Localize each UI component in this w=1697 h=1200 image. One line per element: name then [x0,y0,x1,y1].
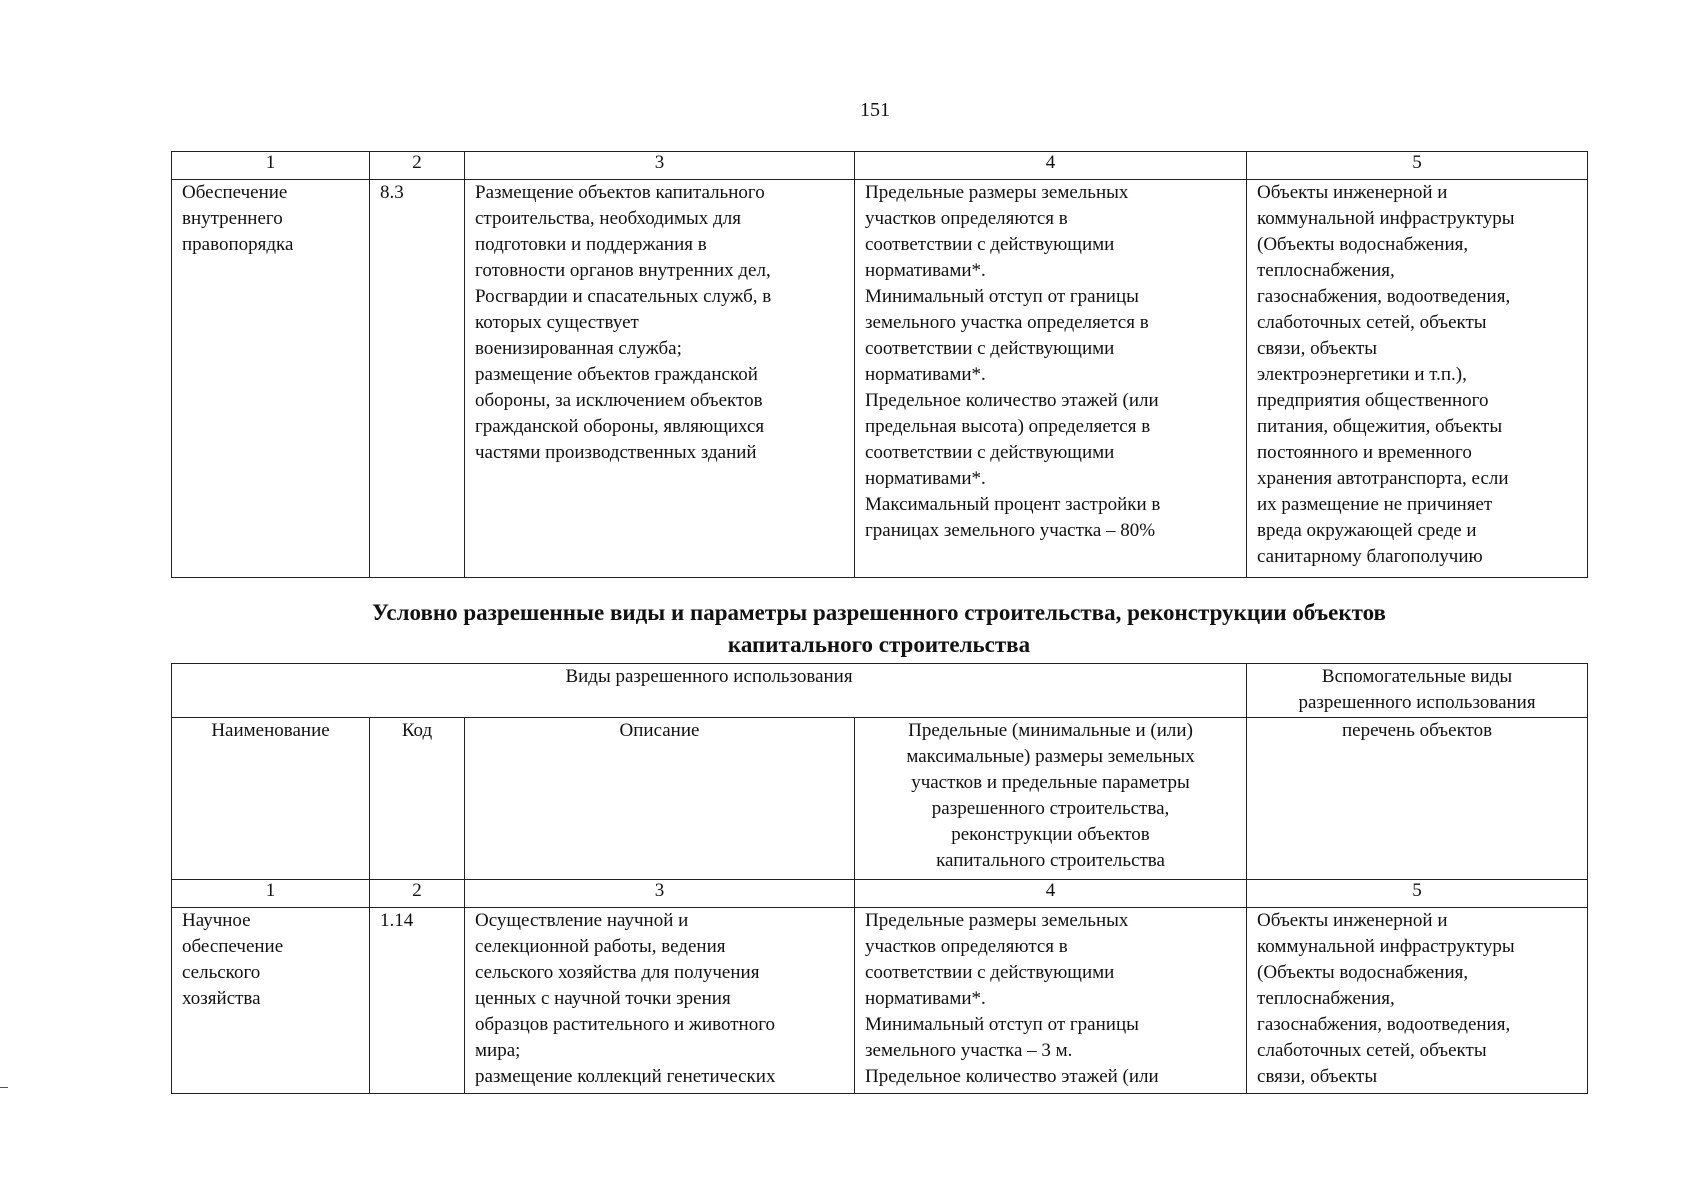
text-line: правопорядка [182,234,294,255]
column-number-row [172,880,1588,908]
use-description-cell [465,908,855,1094]
column-number: 3 [465,152,855,180]
text-line: нормативами*. [865,988,986,1009]
text-line: Предельные размеры земельных [865,182,1129,203]
text-line: размещение объектов гражданской [475,364,758,385]
text-line: нормативами*. [865,468,986,489]
text-line: (Объекты водоснабжения, [1257,234,1469,255]
scan-edge-mark [0,1087,8,1088]
column-number: 3 [465,880,855,908]
section-heading [171,597,1587,661]
text-line: нормативами*. [865,260,986,281]
use-code-cell: 8.3 [370,180,465,578]
use-name-cell [172,908,370,1094]
auxiliary-objects-header: перечень объектов [1247,718,1588,880]
text-line: реконструкции объектов [951,824,1150,845]
text-line: сельского хозяйства для получения [475,962,760,983]
text-line: внутреннего [182,208,283,229]
text-line: хозяйства [182,988,261,1009]
text-line: Обеспечение [182,182,288,203]
text-line: размещение коллекций генетических [475,1066,776,1087]
text-line: газоснабжения, водоотведения, [1257,286,1511,307]
text-line: Предельные (минимальные и (или) [908,720,1193,741]
text-line: коммунальной инфраструктуры [1257,936,1515,957]
column-number: 2 [370,152,465,180]
column-header-row [172,718,1588,880]
text-line: образцов растительного и животного [475,1014,776,1035]
text-line: земельного участка определяется в [865,312,1149,333]
use-code-cell: 1.14 [370,908,465,1094]
parameters-header [855,718,1247,880]
table-row [172,908,1588,1094]
text-line: нормативами*. [865,364,986,385]
group-header-row [172,664,1588,718]
text-line: Предельные размеры земельных [865,910,1129,931]
column-number: 2 [370,880,465,908]
text-line: земельного участка – 3 м. [865,1040,1073,1061]
column-number: 5 [1247,880,1588,908]
text-line: строительства, необходимых для [475,208,741,229]
column-number: 5 [1247,152,1588,180]
text-line: границах земельного участка – 80% [865,520,1156,541]
table-row [172,180,1588,578]
text-line: Вспомогательные виды [1321,666,1513,687]
text-line: предельная высота) определяется в [865,416,1151,437]
text-line: слаботочных сетей, объекты [1257,312,1487,333]
text-line: готовности органов внутренних дел, [475,260,771,281]
conditionally-permitted-uses-table [171,663,1588,1094]
column-number: 4 [855,880,1247,908]
text-line: теплоснабжения, [1257,988,1395,1009]
text-line: хранения автотранспорта, если [1257,468,1509,489]
text-line: соответствии с действующими [865,234,1115,255]
column-number: 4 [855,152,1247,180]
text-line: Росгвардии и спасательных служб, в [475,286,772,307]
text-line: разрешенного использования [1298,692,1536,713]
text-line: сельского [182,962,261,983]
text-line: теплоснабжения, [1257,260,1395,281]
text-line: вреда окружающей среде и [1257,520,1477,541]
text-line: Условно разрешенные виды и параметры разрешенного строительства, реконструкции объектов [372,600,1386,625]
text-line: соответствии с действующими [865,442,1115,463]
text-line: селекционной работы, ведения [475,936,726,957]
name-header: Наименование [172,718,370,880]
text-line: связи, объекты [1257,1066,1378,1087]
text-line: обороны, за исключением объектов [475,390,763,411]
auxiliary-objects-cell [1247,908,1588,1094]
text-line: подготовки и поддержания в [475,234,707,255]
text-line: частями производственных зданий [475,442,757,463]
text-line: мира; [475,1040,521,1061]
text-line: обеспечение [182,936,284,957]
text-line: Объекты инженерной и [1257,182,1448,203]
text-line: участков определяются в [865,208,1068,229]
use-parameters-cell [855,908,1247,1094]
text-line: соответствии с действующими [865,338,1115,359]
text-line: коммунальной инфраструктуры [1257,208,1515,229]
text-line: связи, объекты [1257,338,1378,359]
auxiliary-objects-cell [1247,180,1588,578]
text-line: соответствии с действующими [865,962,1115,983]
text-line: капитального строительства [727,632,1031,657]
text-line: Минимальный отступ от границы [865,1014,1139,1035]
text-line: ценных с научной точки зрения [475,988,731,1009]
text-line: Осуществление научной и [475,910,689,931]
text-line: максимальные) размеры земельных [906,746,1195,767]
text-line: Объекты инженерной и [1257,910,1448,931]
text-line: Минимальный отступ от границы [865,286,1139,307]
text-line: Предельное количество этажей (или [865,1066,1159,1087]
permitted-uses-group-header: Виды разрешенного использования [172,664,1247,718]
permitted-uses-table-continued [171,151,1588,578]
text-line: капитального строительства [936,850,1165,871]
text-line: электроэнергетики и т.п.), [1257,364,1467,385]
text-line: (Объекты водоснабжения, [1257,962,1469,983]
text-line: санитарному благополучию [1257,546,1483,567]
column-number: 1 [172,880,370,908]
text-line: Предельное количество этажей (или [865,390,1159,411]
text-line: Научное [182,910,251,931]
text-line: предприятия общественного [1257,390,1489,411]
text-line: газоснабжения, водоотведения, [1257,1014,1511,1035]
text-line: участков и предельные параметры [911,772,1190,793]
text-line: разрешенного строительства, [931,798,1170,819]
auxiliary-uses-header [1247,664,1588,718]
text-line: постоянного и временного [1257,442,1472,463]
text-line: Размещение объектов капитального [475,182,765,203]
use-name-cell [172,180,370,578]
text-line: участков определяются в [865,936,1068,957]
column-number-row [172,152,1588,180]
code-header: Код [370,718,465,880]
column-number: 1 [172,152,370,180]
text-line: которых существует [475,312,639,333]
text-line: гражданской обороны, являющихся [475,416,765,437]
text-line: слаботочных сетей, объекты [1257,1040,1487,1061]
page-number: 151 [860,99,890,121]
text-line: Максимальный процент застройки в [865,494,1161,515]
use-parameters-cell [855,180,1247,578]
description-header: Описание [465,718,855,880]
text-line: их размещение не причиняет [1257,494,1493,515]
use-description-cell [465,180,855,578]
text-line: питания, общежития, объекты [1257,416,1503,437]
text-line: военизированная служба; [475,338,682,359]
